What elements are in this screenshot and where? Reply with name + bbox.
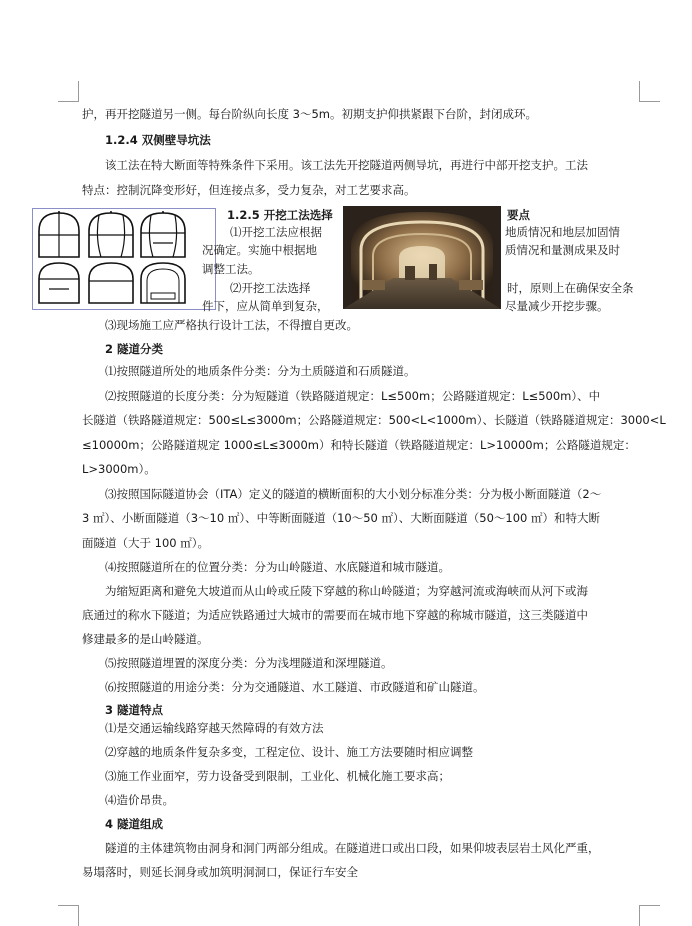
section-heading-3: 3 隧道特点 (105, 703, 164, 717)
body-line: 隧道的主体建筑物由洞身和洞门两部分组成。在隧道进口或出口段，如果仰坡表层岩土风化严重， (105, 841, 600, 855)
body-line: 底通过的称水下隧道；为适应铁路通过大城市的需要而在城市地下穿越的称城市隧道，这三类隧道中 (82, 608, 588, 622)
section-heading-1-2-5: 1.2.5 开挖工法选择 (227, 208, 333, 222)
excavation-method-diagram (32, 208, 216, 310)
body-line: ⑸按照隧道埋置的深度分类：分为浅埋隧道和深埋隧道。 (105, 656, 393, 670)
body-line: 尽量减少开挖步骤。 (505, 299, 609, 313)
body-line: 3 ㎡）、小断面隧道（3～10 ㎡）、中等断面隧道（10～50 ㎡）、大断面隧道（50～100 ㎡）和特大断 (82, 511, 600, 525)
body-line: ⑴按照隧道所处的地质条件分类：分为土质隧道和石质隧道。 (105, 364, 416, 378)
section-heading-continuation: 要点 (507, 208, 530, 222)
body-line: 质情况和量测成果及时 (505, 243, 620, 257)
body-line: 特点：控制沉降变形好，但连接点多，受力复杂，对工艺要求高。 (82, 183, 416, 197)
tunnel-construction-photo (343, 206, 501, 309)
tunnel-section-6-invert (151, 293, 175, 299)
tunnel-section-4-partition (39, 279, 79, 289)
body-line: ⑷造价昂贵。 (105, 793, 174, 807)
body-line: 面隧道（大于 100 ㎡）。 (82, 536, 210, 550)
body-line: ⑹按照隧道的用途分类：分为交通隧道、水工隧道、市政隧道和矿山隧道。 (105, 680, 485, 694)
body-line: ⑵穿越的地质条件复杂多变，工程定位、设计、施工方法要随时相应调整 (105, 745, 473, 759)
body-line: 况确定。实施中根据地 (202, 243, 317, 257)
tunnel-photo-illustration (343, 206, 501, 309)
body-line: 件下，应从简单到复杂， (202, 299, 329, 313)
body-line: 地质情况和地层加固情 (505, 225, 620, 239)
section-heading-4: 4 隧道组成 (105, 817, 164, 831)
body-line: 该工法在特大断面等特殊条件下采用。该工法先开挖隧道两侧导坑，再进行中部开挖支护。工法 (105, 158, 588, 172)
body-line: ⑶现场施工应严格执行设计工法，不得擅自更改。 (105, 318, 358, 332)
tunnel-section-3 (141, 213, 185, 257)
section-heading-2: 2 隧道分类 (105, 342, 164, 356)
body-line: 时，原则上在确保安全条 (507, 281, 634, 295)
body-line: ⑴是交通运输线路穿越天然障碍的有效方法 (105, 721, 324, 735)
body-line: 长隧道（铁路隧道规定：500≤L≤3000m；公路隧道规定：500<L<1000m）、长隧道（铁路隧道规定：3000<L (82, 413, 666, 427)
crop-mark-top-right (639, 81, 660, 102)
tunnel-section-6-lining (147, 269, 179, 303)
tunnel-section-5 (89, 263, 133, 303)
body-line: ⑷按照隧道所在的位置分类：分为山岭隧道、水底隧道和城市隧道。 (105, 560, 450, 574)
body-line: 为缩短距离和避免大坡道而从山岭或丘陵下穿越的称山岭隧道；为穿越河流或海峡而从河下或海 (105, 584, 588, 598)
tunnel-section-2-partition (89, 215, 133, 257)
tunnel-section-4 (39, 263, 79, 303)
body-line: ⑶施工作业面窄，劳力设备受到限制，工业化、机械化施工要求高； (105, 769, 450, 783)
body-line: 调整工法。 (202, 262, 260, 276)
body-line: ⑵按照隧道的长度分类：分为短隧道（铁路隧道规定：L≤500m；公路隧道规定：L≤500m）、中 (105, 389, 601, 403)
body-line: ≤10000m；公路隧道规定 1000≤L≤3000m）和特长隧道（铁路隧道规定：L>10000m；公路隧道规定： (82, 438, 636, 452)
tunnel-section-1-partition (39, 213, 79, 257)
tunnel-section-3-partition (141, 215, 185, 257)
body-line: 易塌落时，则延长洞身或加筑明洞洞口，保证行车安全 (82, 865, 358, 879)
body-line: ⑵开挖工法选择 (230, 281, 311, 295)
sequence-markers (58, 211, 164, 213)
body-line: L>3000m）。 (82, 462, 156, 476)
body-line: 修建最多的是山岭隧道。 (82, 632, 209, 646)
crop-mark-top-left (58, 81, 79, 102)
body-line: ⑴开挖工法应根据 (230, 225, 322, 239)
section-heading-1-2-4: 1.2.4 双侧壁导坑法 (105, 133, 211, 147)
body-line: 护，再开挖隧道另一侧。每台阶纵向长度 3～5m。初期支护仰拱紧跟下台阶，封闭成环。 (82, 107, 537, 121)
tunnel-cross-section-figure (33, 209, 215, 309)
body-line: ⑶按照国际隧道协会（ITA）定义的隧道的横断面积的大小划分标准分类：分为极小断面隧道（2～ (105, 487, 602, 501)
